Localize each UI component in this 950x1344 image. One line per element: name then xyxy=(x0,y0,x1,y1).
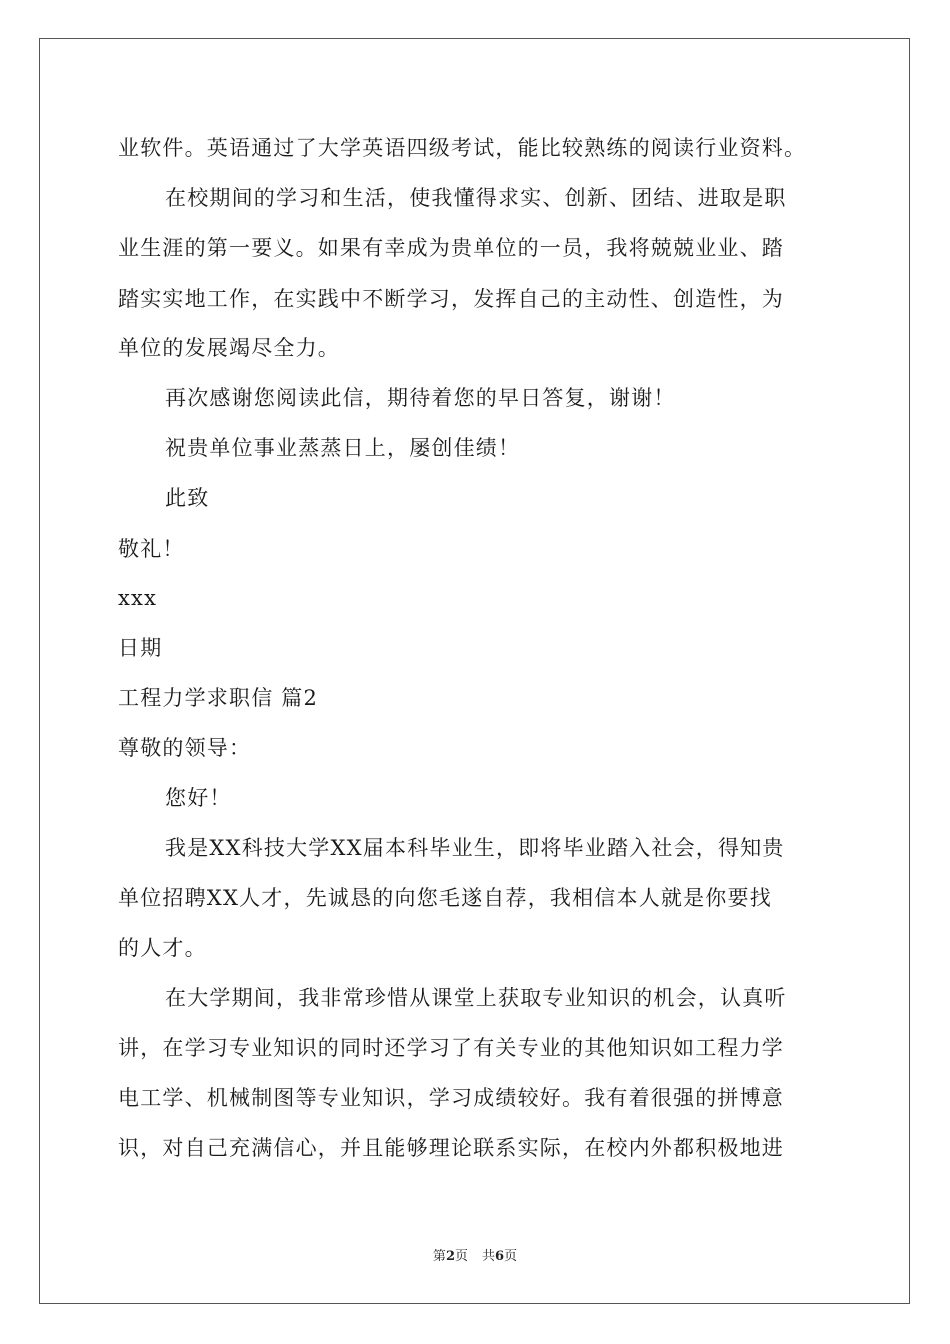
text-line: 祝贵单位事业蒸蒸日上，屡创佳绩！ xyxy=(165,436,521,460)
section-heading: 工程力学求职信 篇2 xyxy=(118,686,319,710)
text-line: 电工学、机械制图等专业知识，学习成绩较好。我有着很强的拼博意 xyxy=(118,1086,784,1110)
text-line: 讲，在学习专业知识的同时还学习了有关专业的其他知识如工程力学 xyxy=(118,1036,784,1060)
text-line: 在校期间的学习和生活，使我懂得求实、创新、团结、进取是职 xyxy=(165,186,787,210)
signature-date: 日期 xyxy=(118,636,163,660)
page-prefix: 第 xyxy=(432,1249,446,1264)
page-footer xyxy=(0,1249,950,1265)
text-line: 业软件。英语通过了大学英语四级考试，能比较熟练的阅读行业资料。 xyxy=(118,136,807,160)
closing-salutation: 此致 xyxy=(165,486,210,510)
page-unit: 页 xyxy=(454,1249,468,1264)
text-line: 业生涯的第一要义。如果有幸成为贵单位的一员，我将兢兢业业、踏 xyxy=(118,236,784,260)
text-line: 单位招聘XX人才，先诚恳的向您毛遂自荐，我相信本人就是你要找 xyxy=(118,886,772,910)
page-total: 6 xyxy=(495,1249,505,1264)
text-line: 踏实实地工作，在实践中不断学习，发挥自己的主动性、创造性，为 xyxy=(118,287,784,311)
signature-name: xxx xyxy=(118,586,158,610)
text-line: 再次感谢您阅读此信，期待着您的早日答复，谢谢！ xyxy=(165,386,676,410)
page-border xyxy=(39,38,910,1304)
text-line: 单位的发展竭尽全力。 xyxy=(118,336,340,360)
text-line: 在大学期间，我非常珍惜从课堂上获取专业知识的机会，认真听 xyxy=(165,986,787,1010)
text-line: 我是XX科技大学XX届本科毕业生，即将毕业踏入社会，得知贵 xyxy=(165,836,785,860)
text-line: 的人才。 xyxy=(118,936,207,960)
greeting: 您好！ xyxy=(165,786,232,810)
total-prefix: 共 xyxy=(482,1249,496,1264)
greeting-recipient: 尊敬的领导： xyxy=(118,736,252,760)
total-unit: 页 xyxy=(504,1249,518,1264)
text-line: 识，对自己充满信心，并且能够理论联系实际，在校内外都积极地进 xyxy=(118,1136,784,1160)
closing-regards: 敬礼！ xyxy=(118,537,185,561)
page-current: 2 xyxy=(445,1249,455,1264)
